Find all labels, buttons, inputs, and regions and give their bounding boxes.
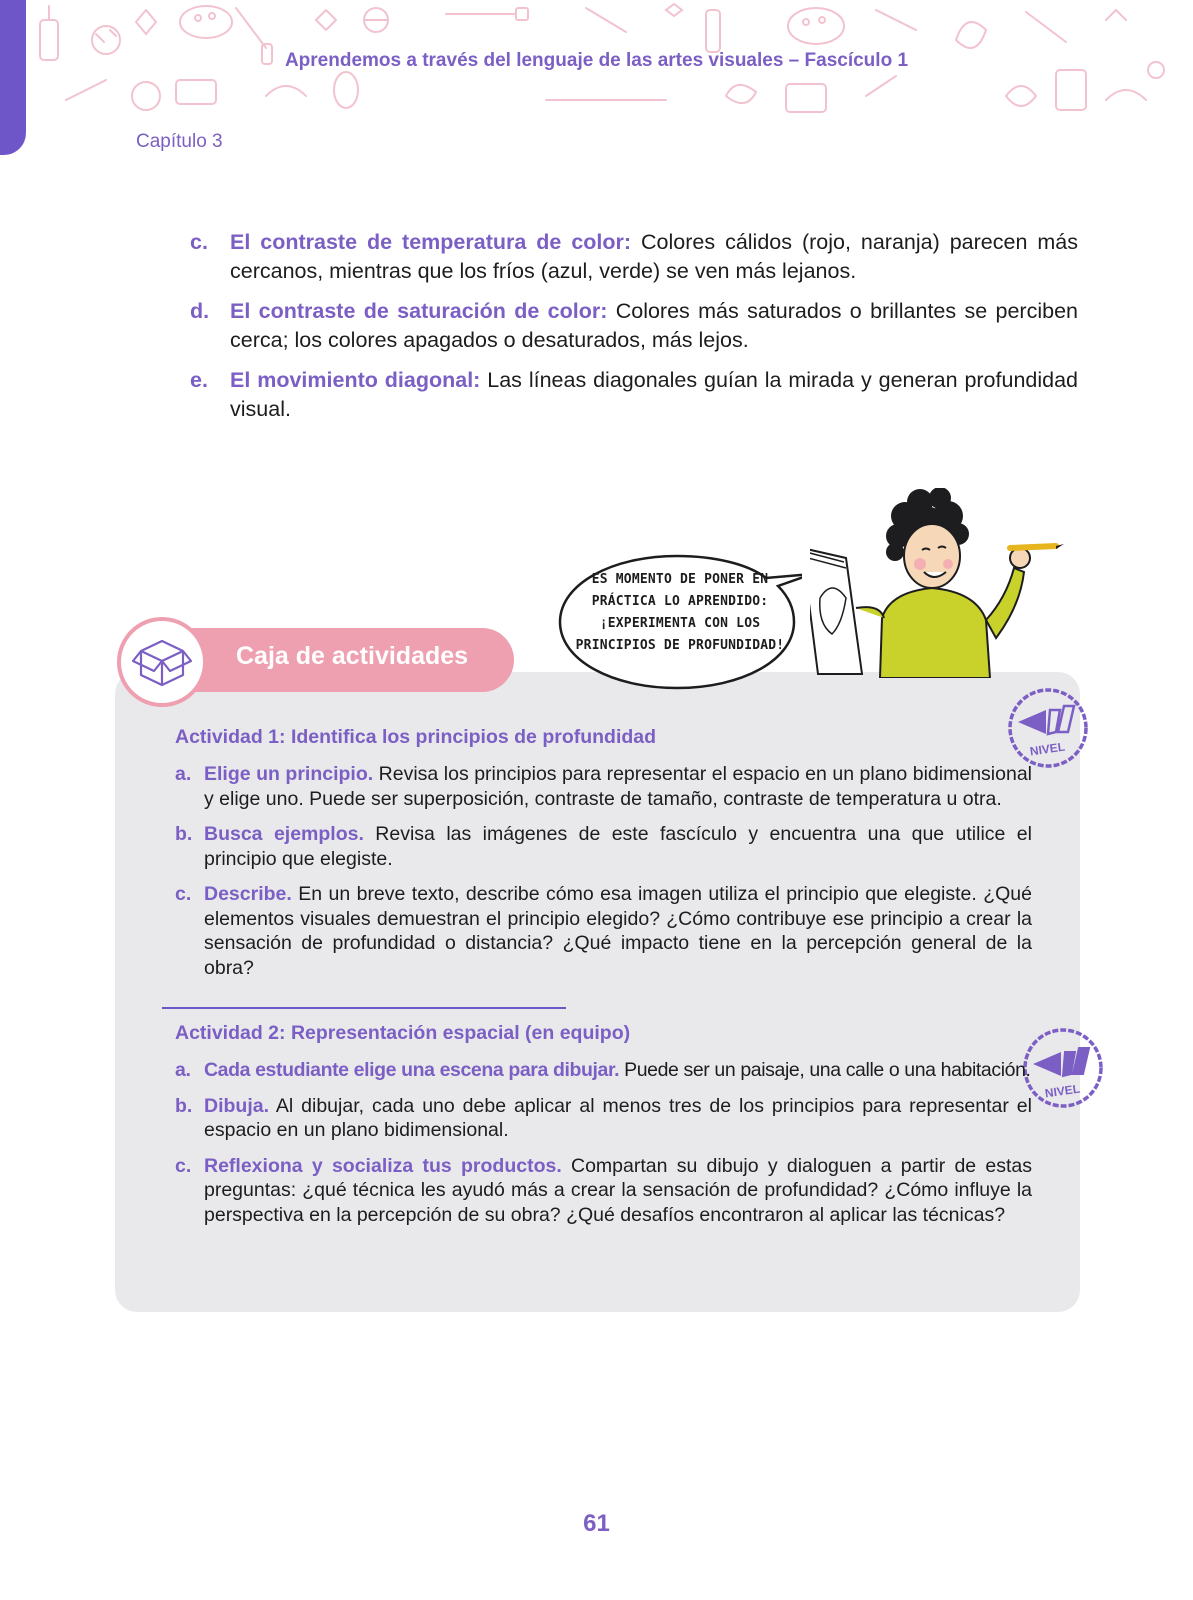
item-term: El contraste de temperatura de color: [230, 230, 632, 254]
item-letter: a. [175, 1059, 191, 1081]
section-divider [162, 1007, 566, 1009]
item-letter: d. [190, 299, 210, 323]
item-text: Al dibujar, cada uno debe aplicar al menos tres de los principios para representar el espacio en un plano bidimensional. [204, 1094, 1032, 1141]
box-icon [121, 621, 203, 703]
activity-2-list [175, 1058, 1032, 1238]
speech-bubble-text: ES MOMENTO DE PONER EN PRÁCTICA LO APRENDIDO: ¡EXPERIMENTA CON LOS PRINCIPIOS DE PROFUNDIDAD! [575, 572, 785, 653]
item-letter: b. [175, 823, 193, 845]
item-term: Elige un principio. [204, 763, 374, 785]
chapter-label: Capítulo 3 [136, 131, 223, 152]
item-term: El movimiento diagonal: [230, 368, 481, 392]
publication-title: Aprendemos a través del lenguaje de las artes visuales – Fascículo 1 [284, 50, 909, 71]
list-item [175, 762, 1032, 811]
list-item [175, 1154, 1032, 1228]
item-text: Las líneas diagonales guían la mirada y generan profundidad visual. [230, 368, 1079, 421]
item-letter: a. [175, 763, 192, 785]
activity-1-list [175, 762, 1032, 991]
student-illustration [810, 488, 1090, 678]
item-text: Colores más saturados o brillantes se perciben cerca; los colores apagados o desaturados, más lejos. [230, 299, 1078, 352]
item-text: Revisa los principios para representar el espacio en un plano bidimensional y elige uno. Puede ser superposición, contraste de tamaño, contraste de temperatura u otra. [204, 763, 1032, 810]
box-icon [117, 617, 207, 707]
list-item [175, 1058, 1032, 1083]
item-term: El contraste de saturación de color: [230, 299, 608, 323]
activity-1-title: Actividad 1: Identifica los principios de profundidad [175, 726, 657, 748]
item-letter: c. [175, 883, 192, 905]
item-term: Dibuja. [204, 1094, 270, 1117]
item-term: Cada estudiante elige una escena para dibujar. [204, 1059, 620, 1081]
item-letter: c. [190, 230, 208, 254]
item-term: Reflexiona y socializa tus productos. [204, 1154, 562, 1177]
list-item [175, 882, 1032, 980]
list-item [190, 297, 1078, 355]
list-item [190, 366, 1078, 424]
list-item [175, 1094, 1032, 1143]
depth-principles-list [190, 228, 1078, 435]
stamp-label: NIVEL [1043, 1081, 1081, 1101]
activity-2-title: Actividad 2: Representación espacial (en equipo) [175, 1022, 631, 1044]
item-letter: e. [190, 368, 208, 392]
activity-box-banner [168, 628, 514, 692]
item-text: Compartan su dibujo y dialoguen a partir de estas preguntas: ¿qué técnica les ayudó más a crear la sensación de profundidad? ¿Cómo influye la perspectiva en la percepción de su obra? ¿Qué desafíos encontraron al aplicar las técnicas? [204, 1154, 1032, 1226]
left-tab-marker [0, 0, 26, 155]
item-term: Describe. [204, 883, 292, 905]
stamp-label: NIVEL [1028, 739, 1066, 759]
item-letter: c. [175, 1154, 192, 1177]
activity-box-title: Caja de actividades [236, 642, 469, 670]
item-text: Colores cálidos (rojo, naranja) parecen más cercanos, mientras que los fríos (azul, verde) se ven más lejanos. [230, 230, 1078, 283]
list-item [175, 822, 1032, 871]
item-letter: b. [175, 1094, 193, 1117]
page-number: 61 [583, 1510, 610, 1537]
item-term: Busca ejemplos. [204, 823, 364, 845]
nivel-stamp-icon [1002, 682, 1094, 774]
item-text: Puede ser un paisaje, una calle o una habitación. [619, 1059, 1031, 1081]
item-text: En un breve texto, describe cómo esa imagen utiliza el principio que elegiste. ¿Qué elementos visuales demuestran el principio elegido? ¿Cómo contribuye ese principio a crear la sensación de profundidad o distancia? ¿Qué impacto tiene en la percepción general de la obra? [204, 883, 1032, 979]
list-item [190, 228, 1078, 286]
item-text: Revisa las imágenes de este fascículo y encuentra una que utilice el principio que elegiste. [204, 823, 1032, 870]
